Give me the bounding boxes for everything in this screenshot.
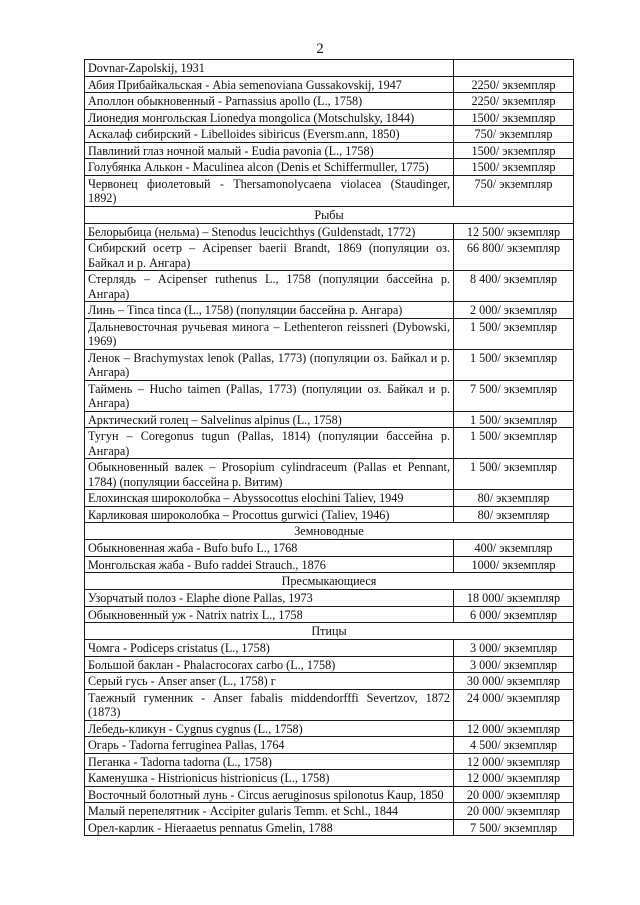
- price-cell: 80/ экземпляр: [454, 490, 574, 507]
- species-name-cell: Обыкновенная жаба - Bufo bufo L., 1768: [85, 540, 454, 557]
- species-name-cell: Червонец фиолетовый - Thersamonolycaena violacea (Staudinger, 1892): [85, 175, 454, 206]
- table-row: [85, 142, 574, 159]
- price-cell: 80/ экземпляр: [454, 506, 574, 523]
- table-row: [85, 302, 574, 319]
- table-row: [85, 349, 574, 380]
- price-cell: 3 000/ экземпляр: [454, 656, 574, 673]
- species-name-cell: Лионедия монгольская Lionedya mongolica (Motschulsky, 1844): [85, 109, 454, 126]
- species-name-cell: Восточный болотный лунь - Circus aeruginosus spilonotus Kaup, 1850: [85, 786, 454, 803]
- price-cell: 1 500/ экземпляр: [454, 459, 574, 490]
- price-cell: 7 500/ экземпляр: [454, 819, 574, 836]
- species-name-cell: Огарь - Tadorna ferruginea Pallas, 1764: [85, 737, 454, 754]
- price-cell: 24 000/ экземпляр: [454, 689, 574, 720]
- table-row: [85, 175, 574, 206]
- price-cell: 1500/ экземпляр: [454, 159, 574, 176]
- table-row: [85, 240, 574, 271]
- species-name-cell: Сибирский осетр – Acipenser baerii Brandt, 1869 (популяции оз. Байкал и р. Ангара): [85, 240, 454, 271]
- species-name-cell: Таймень – Hucho taimen (Pallas, 1773) (популяции оз. Байкал и р. Ангара): [85, 380, 454, 411]
- table-row: [85, 656, 574, 673]
- price-cell: 1500/ экземпляр: [454, 142, 574, 159]
- species-name-cell: Узорчатый полоз - Elaphe dione Pallas, 1973: [85, 590, 454, 607]
- price-cell: 1000/ экземпляр: [454, 556, 574, 573]
- table-row: [85, 786, 574, 803]
- section-header-row: [85, 573, 574, 590]
- species-name-cell: Елохинская широколобка – Abyssocottus elochini Taliev, 1949: [85, 490, 454, 507]
- table-row: [85, 126, 574, 143]
- price-cell: 1 500/ экземпляр: [454, 411, 574, 428]
- species-name-cell: Орел-карлик - Hieraaetus pennatus Gmelin, 1788: [85, 819, 454, 836]
- section-title: Рыбы: [85, 206, 574, 223]
- section-header-row: [85, 523, 574, 540]
- species-name-cell: Линь – Tinca tinca (L., 1758) (популяции бассейна р. Ангара): [85, 302, 454, 319]
- species-name-cell: Голубянка Алькон - Maculinea alcon (Denis et Schiffermuller, 1775): [85, 159, 454, 176]
- species-name-cell: Каменушка - Histrionicus histrionicus (L., 1758): [85, 770, 454, 787]
- table-row: [85, 556, 574, 573]
- species-name-cell: Дальневосточная ручьевая минога – Lethenteron reissneri (Dybowski, 1969): [85, 318, 454, 349]
- table-row: [85, 380, 574, 411]
- price-cell: 12 500/ экземпляр: [454, 223, 574, 240]
- price-cell: 6 000/ экземпляр: [454, 606, 574, 623]
- price-cell: 18 000/ экземпляр: [454, 590, 574, 607]
- species-name-cell: Монгольская жаба - Bufo raddei Strauch., 1876: [85, 556, 454, 573]
- species-name-cell: Аполлон обыкновенный - Parnassius apollo (L., 1758): [85, 93, 454, 110]
- table-row: [85, 606, 574, 623]
- species-name-cell: Тугун – Coregonus tugun (Pallas, 1814) (популяции бассейна р. Ангара): [85, 428, 454, 459]
- table-row: [85, 590, 574, 607]
- table-row: [85, 753, 574, 770]
- price-cell: 1 500/ экземпляр: [454, 349, 574, 380]
- species-name-cell: Арктический голец – Salvelinus alpinus (L., 1758): [85, 411, 454, 428]
- price-cell: 12 000/ экземпляр: [454, 720, 574, 737]
- price-cell: 30 000/ экземпляр: [454, 673, 574, 690]
- table-row: [85, 640, 574, 657]
- species-price-table: [84, 59, 574, 836]
- species-name-cell: Чомга - Podiceps cristatus (L., 1758): [85, 640, 454, 657]
- table-row: [85, 689, 574, 720]
- section-header-row: [85, 206, 574, 223]
- table-row: [85, 411, 574, 428]
- species-name-cell: Dovnar-Zapolskij, 1931: [85, 60, 454, 77]
- price-cell: 2250/ экземпляр: [454, 93, 574, 110]
- table-row: [85, 490, 574, 507]
- table-row: [85, 318, 574, 349]
- species-name-cell: Аскалаф сибирский - Libelloides sibiricus (Eversm.ann, 1850): [85, 126, 454, 143]
- price-cell: 400/ экземпляр: [454, 540, 574, 557]
- table-row: [85, 506, 574, 523]
- price-cell: 1500/ экземпляр: [454, 109, 574, 126]
- price-cell: 20 000/ экземпляр: [454, 786, 574, 803]
- table-row: [85, 770, 574, 787]
- species-name-cell: Карликовая широколобка – Procottus gurwici (Taliev, 1946): [85, 506, 454, 523]
- species-name-cell: Таежный гуменник - Anser fabalis middendorfffi Severtzov, 1872 (1873): [85, 689, 454, 720]
- table-body: [85, 60, 574, 836]
- species-name-cell: Абия Прибайкальская - Abia semenoviana Gussakovskij, 1947: [85, 76, 454, 93]
- species-name-cell: Пеганка - Tadorna tadorna (L., 1758): [85, 753, 454, 770]
- species-name-cell: Лебедь-кликун - Cygnus cygnus (L., 1758): [85, 720, 454, 737]
- species-name-cell: Обыкновенный валек – Prosopium cylindraceum (Pallas et Pennant, 1784) (популяции бассейна р. Витим): [85, 459, 454, 490]
- price-cell: 7 500/ экземпляр: [454, 380, 574, 411]
- section-title: Птицы: [85, 623, 574, 640]
- page-number: 2: [316, 41, 324, 57]
- table-row: [85, 76, 574, 93]
- table-row: [85, 159, 574, 176]
- table-row: [85, 223, 574, 240]
- table-row: [85, 271, 574, 302]
- species-name-cell: Обыкновенный уж - Natrix natrix L., 1758: [85, 606, 454, 623]
- table-row: [85, 60, 574, 77]
- price-cell: 12 000/ экземпляр: [454, 753, 574, 770]
- species-name-cell: Белорыбица (нельма) – Stenodus leucichthys (Guldenstadt, 1772): [85, 223, 454, 240]
- species-name-cell: Серый гусь - Anser anser (L., 1758) г: [85, 673, 454, 690]
- species-name-cell: Малый перепелятник - Accipiter gularis Temm. et Schl., 1844: [85, 803, 454, 820]
- price-cell: 12 000/ экземпляр: [454, 770, 574, 787]
- table-row: [85, 93, 574, 110]
- table-row: [85, 109, 574, 126]
- section-title: Пресмыкающиеся: [85, 573, 574, 590]
- price-cell: 2250/ экземпляр: [454, 76, 574, 93]
- price-cell: [454, 60, 574, 77]
- table-row: [85, 819, 574, 836]
- price-cell: 1 500/ экземпляр: [454, 318, 574, 349]
- price-cell: 750/ экземпляр: [454, 175, 574, 206]
- section-header-row: [85, 623, 574, 640]
- price-cell: 4 500/ экземпляр: [454, 737, 574, 754]
- section-title: Земноводные: [85, 523, 574, 540]
- species-name-cell: Стерлядь – Acipenser ruthenus L., 1758 (популяции бассейна р. Ангара): [85, 271, 454, 302]
- price-cell: 8 400/ экземпляр: [454, 271, 574, 302]
- table-row: [85, 803, 574, 820]
- price-cell: 66 800/ экземпляр: [454, 240, 574, 271]
- species-name-cell: Павлиний глаз ночной малый - Eudia pavonia (L., 1758): [85, 142, 454, 159]
- table-row: [85, 720, 574, 737]
- price-cell: 2 000/ экземпляр: [454, 302, 574, 319]
- table-row: [85, 540, 574, 557]
- price-cell: 3 000/ экземпляр: [454, 640, 574, 657]
- price-cell: 20 000/ экземпляр: [454, 803, 574, 820]
- table-row: [85, 673, 574, 690]
- species-name-cell: Ленок – Brachymystax lenok (Pallas, 1773) (популяции оз. Байкал и р. Ангара): [85, 349, 454, 380]
- table-row: [85, 737, 574, 754]
- price-cell: 750/ экземпляр: [454, 126, 574, 143]
- table-row: [85, 459, 574, 490]
- table-row: [85, 428, 574, 459]
- price-cell: 1 500/ экземпляр: [454, 428, 574, 459]
- species-name-cell: Большой баклан - Phalacrocorax carbo (L., 1758): [85, 656, 454, 673]
